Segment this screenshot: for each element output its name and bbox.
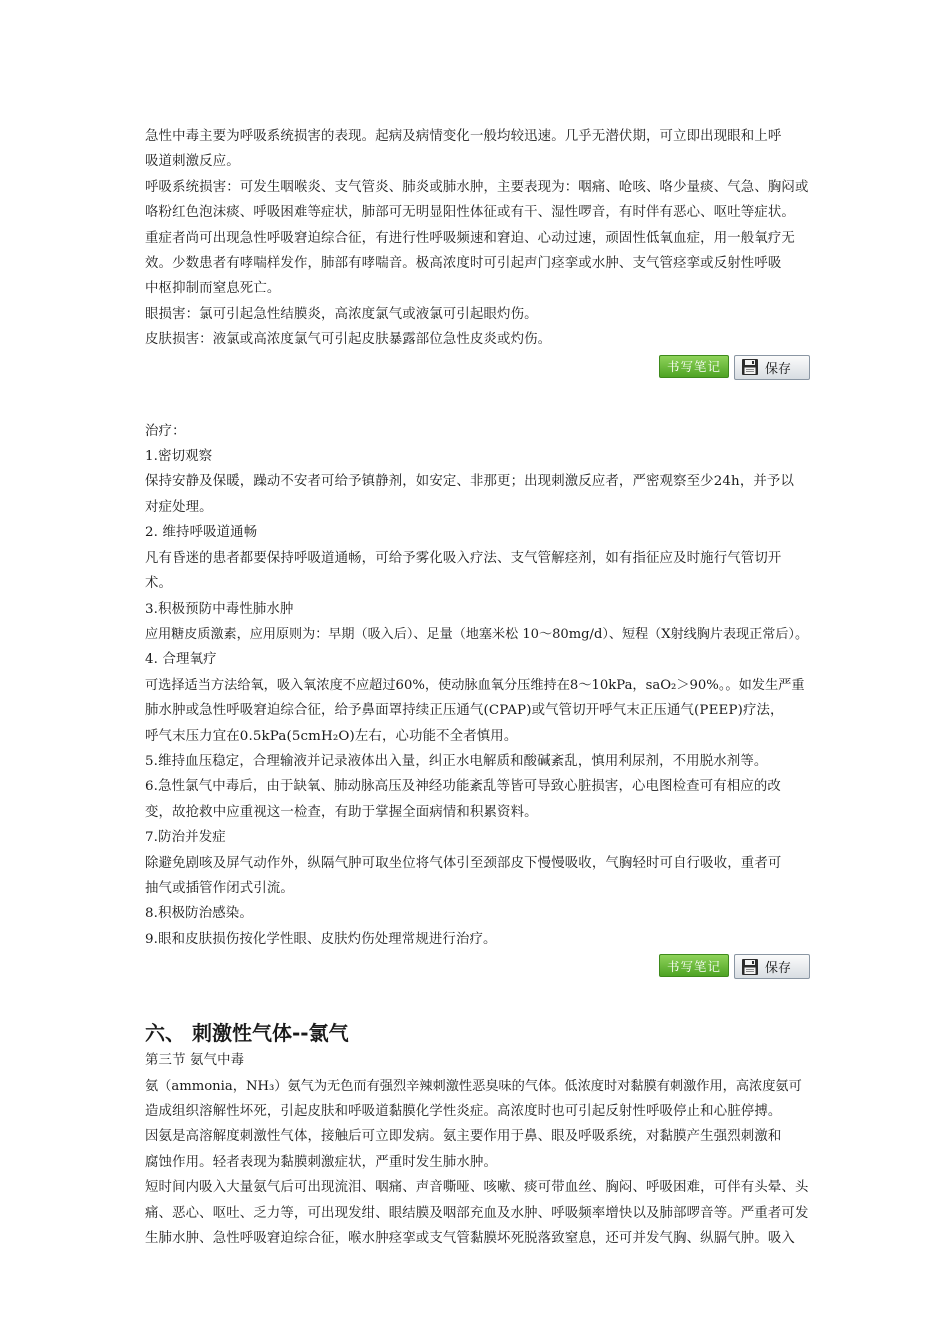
paragraph-line: 9.眼和皮肤损伤按化学性眼、皮肤灼伤处理常规进行治疗。 <box>145 931 497 947</box>
paragraph-line: 5.维持血压稳定，合理输液并记录液体出入量，纠正水电解质和酸碱紊乱，慎用利尿剂，不用脱水剂等。 <box>145 753 768 769</box>
note-actions <box>145 355 810 389</box>
paragraph-line: 中枢抑制而窒息死亡。 <box>145 281 281 297</box>
paragraph-line: 痛、恶心、呕吐、乏力等，可出现发绀、眼结膜及咽部充血及水肿、呼吸频率增快以及肺部啰音等。严重者可发 <box>145 1205 809 1221</box>
paragraph-line: 抽气或插管作闭式引流。 <box>145 880 294 896</box>
save-button-label: 保存 <box>765 361 792 377</box>
paragraph-line: 变，故抢救中应重视这一检查，有助于掌握全面病情和积累资料。 <box>145 804 538 820</box>
paragraph-line: 短时间内吸入大量氨气后可出现流泪、咽痛、声音嘶哑、咳嗽、痰可带血丝、胸闷、呼吸困难，可伴有头晕、头 <box>145 1180 809 1196</box>
ammonia-section <box>145 1048 810 1251</box>
paragraph-line: 治疗： <box>145 423 186 439</box>
save-button[interactable] <box>734 954 810 979</box>
paragraph-line: 6.急性氯气中毒后，由于缺氧、肺动脉高压及神经功能紊乱等皆可导致心脏损害，心电图检查可有相应的改 <box>145 779 781 795</box>
save-button-label: 保存 <box>765 961 792 977</box>
paragraph-line: 急性中毒主要为呼吸系统损害的表现。起病及病情变化一般均较迅速。几乎无潜伏期，可立即出现眼和上呼 <box>145 129 782 144</box>
paragraph-line: 咯粉红色泡沫痰、呼吸困难等症状，肺部可无明显阳性体征或有干、湿性啰音，有时伴有恶心、呕吐等症状。 <box>145 205 795 221</box>
paragraph-line: 吸道刺激反应。 <box>145 154 240 170</box>
paragraph-line: 肺水肿或急性呼吸窘迫综合征，给予鼻面罩持续正压通气(CPAP)或气管切开呼气末正压通气(PEEP)疗法， <box>145 703 784 719</box>
paragraph-line: 效。少数患者有哮喘样发作，肺部有哮喘音。极高浓度时可引起声门痉挛或水肿、支气管痉挛或反射性呼吸 <box>145 256 782 272</box>
paragraph-line: 4. 合理氧疗 <box>145 652 217 668</box>
paragraph-line: 3.积极预防中毒性肺水肿 <box>145 601 294 617</box>
floppy-disk-icon <box>741 358 759 376</box>
paragraph-line: 重症者尚可出现急性呼吸窘迫综合征，有进行性呼吸频速和窘迫、心动过速，顽固性低氧血症，用一般氧疗无 <box>145 230 795 246</box>
note-actions <box>145 954 810 988</box>
paragraph-line: 凡有昏迷的患者都要保持呼吸道通畅，可给予雾化吸入疗法、支气管解痉剂，如有指征应及时施行气管切开 <box>145 550 782 566</box>
treatment-section <box>145 419 810 953</box>
paragraph-line: 呼吸系统损害：可发生咽喉炎、支气管炎、肺炎或肺水肿，主要表现为：咽痛、呛咳、咯少量痰、气急、胸闷或 <box>145 179 809 195</box>
poisoning-symptoms-section <box>145 124 810 353</box>
save-button[interactable] <box>734 355 810 380</box>
paragraph-line: 皮肤损害：液氯或高浓度氯气可引起皮肤暴露部位急性皮炎或灼伤。 <box>145 332 552 348</box>
document-page <box>145 124 810 1251</box>
subsection-heading: 第三节 氨气中毒 <box>145 1053 245 1069</box>
paragraph-line: 8.积极防治感染。 <box>145 906 253 922</box>
paragraph-line: 因氨是高溶解度刺激性气体，接触后可立即发病。氨主要作用于鼻、眼及呼吸系统，对黏膜产生强烈刺激和 <box>145 1129 782 1145</box>
floppy-disk-icon <box>741 958 759 976</box>
paragraph-line: 眼损害：氯可引起急性结膜炎，高浓度氯气或液氯可引起眼灼伤。 <box>145 306 538 322</box>
write-note-button[interactable]: 书写笔记 <box>659 954 729 977</box>
paragraph-line: 术。 <box>145 576 173 592</box>
paragraph-line: 保持安静及保暖，躁动不安者可给予镇静剂，如安定、非那更；出现刺激反应者，严密观察至少24h，并予以 <box>145 474 794 490</box>
paragraph-line: 1.密切观察 <box>145 449 213 465</box>
paragraph-line: 除避免剧咳及屏气动作外，纵隔气肿可取坐位将气体引至颈部皮下慢慢吸收，气胸轻时可自行吸收，重者可 <box>145 855 782 871</box>
paragraph-line: 呼气末压力宜在0.5kPa(5cmH₂O)左右，心功能不全者慎用。 <box>145 728 518 744</box>
paragraph-line: 7.防治并发症 <box>145 830 226 846</box>
paragraph-line: 对症处理。 <box>145 499 213 515</box>
paragraph-line: 应用糖皮质激素，应用原则为：早期（吸入后）、足量（地塞米松 10～80mg/d）、短程（X射线胸片表现正常后）。 <box>145 626 809 642</box>
paragraph-line: 可选择适当方法给氧，吸入氧浓度不应超过60%，使动脉血氧分压维持在8～10kPa，saO₂＞90%。。如发生严重 <box>145 677 805 693</box>
paragraph-line: 氨（ammonia，NH₃）氨气为无色而有强烈辛辣刺激性恶臭味的气体。低浓度时对黏膜有刺激作用，高浓度氨可 <box>145 1078 802 1094</box>
paragraph-line: 生肺水肿、急性呼吸窘迫综合征，喉水肿痉挛或支气管黏膜坏死脱落致窒息，还可并发气胸、纵膈气肿。吸入 <box>145 1231 795 1247</box>
paragraph-line: 造成组织溶解性坏死，引起皮肤和呼吸道黏膜化学性炎症。高浓度时也可引起反射性呼吸停止和心脏停搏。 <box>145 1104 782 1119</box>
paragraph-line: 2. 维持呼吸道通畅 <box>145 525 258 541</box>
paragraph-line: 腐蚀作用。轻者表现为黏膜刺激症状，严重时发生肺水肿。 <box>145 1154 498 1170</box>
write-note-button[interactable]: 书写笔记 <box>659 355 729 378</box>
section-title: 六、 刺激性气体--氯气 <box>145 1021 349 1046</box>
